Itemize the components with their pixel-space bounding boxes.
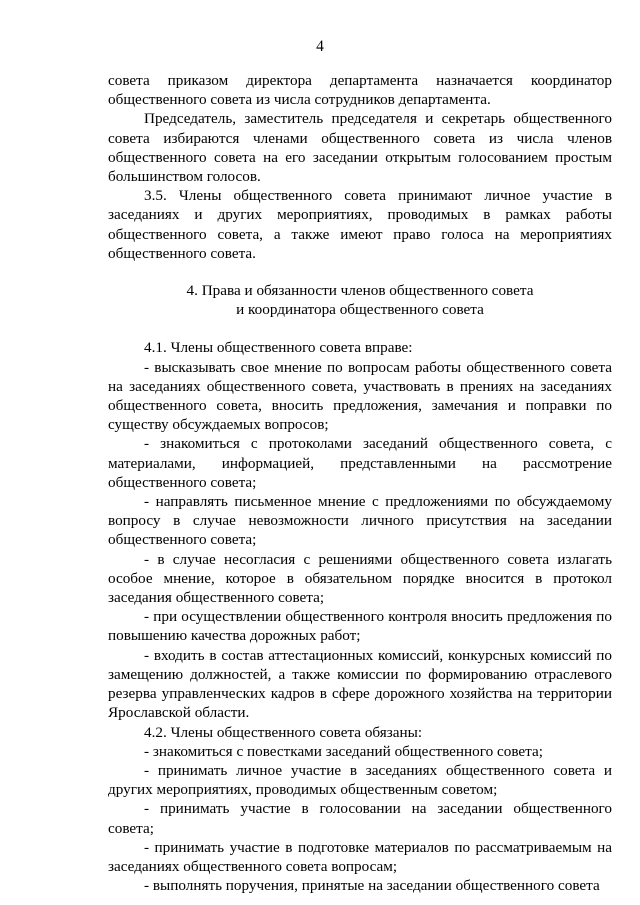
duties-item: - принимать участие в подготовке материалов по рассматриваемым на заседаниях общественного совета вопросам; [108, 838, 612, 875]
duties-item: - принимать личное участие в заседаниях общественного совета и других мероприятиях, проводимых общественным советом; [108, 761, 612, 799]
rights-item: - входить в состав аттестационных комиссий, конкурсных комиссий по замещению должностей, а также комиссии по формированию отраслевого резерва управленческих кадров в сфере дорожного хозяйства на территории Ярославской области. [108, 646, 612, 722]
duties-item: - знакомиться с повестками заседаний общественного совета; [144, 742, 543, 760]
page-body [108, 71, 612, 895]
rights-item: - при осуществлении общественного контроля вносить предложения по повышению качества дорожных работ; [108, 608, 612, 645]
rights-item: - знакомиться с протоколами заседаний общественного совета, с материалами, информацией, представленными на рассмотрение общественного совета; [108, 435, 612, 491]
rights-item: - высказывать свое мнение по вопросам работы общественного совета на заседаниях общественного совета, участвовать в прениях на заседаниях общественного совета, вносить предложения, замечания и поправки по существу обсуждаемых вопросов; [108, 358, 612, 434]
section-heading-line: и координатора общественного совета [236, 301, 484, 319]
page-number: 4 [316, 38, 324, 55]
duties-item: - выполнять поручения, принятые на заседании общественного совета [144, 877, 600, 895]
paragraph: совета приказом директора департамента назначается координатор общественного совета из числа сотрудников департамента. [108, 72, 612, 109]
rights-intro: 4.1. Члены общественного совета вправе: [144, 339, 413, 357]
rights-item: - направлять письменное мнение с предложениями по обсуждаемому вопросу в случае невозможности личного присутствия на заседании общественного совета; [108, 493, 612, 549]
paragraph: 3.5. Члены общественного совета принимают личное участие в заседаниях и других мероприятиях, проводимых в рамках работы общественного совета, а также имеют право голоса на мероприятиях общественного совета. [108, 187, 612, 262]
rights-item: - в случае несогласия с решениями общественного совета излагать особое мнение, которое в обязательном порядке вносится в протокол заседания общественного совета; [108, 550, 612, 607]
duties-intro: 4.2. Члены общественного совета обязаны: [144, 723, 423, 741]
duties-item: - принимать участие в голосовании на заседании общественного совета; [108, 800, 612, 837]
section-heading [108, 281, 612, 319]
paragraph: Председатель, заместитель председателя и секретарь общественного совета избираются членами общественного совета из числа членов общественного совета на его заседании открытым голосованием простым большинством голосов. [108, 110, 612, 186]
section-heading-line: 4. Права и обязанности членов общественного совета [186, 282, 534, 300]
